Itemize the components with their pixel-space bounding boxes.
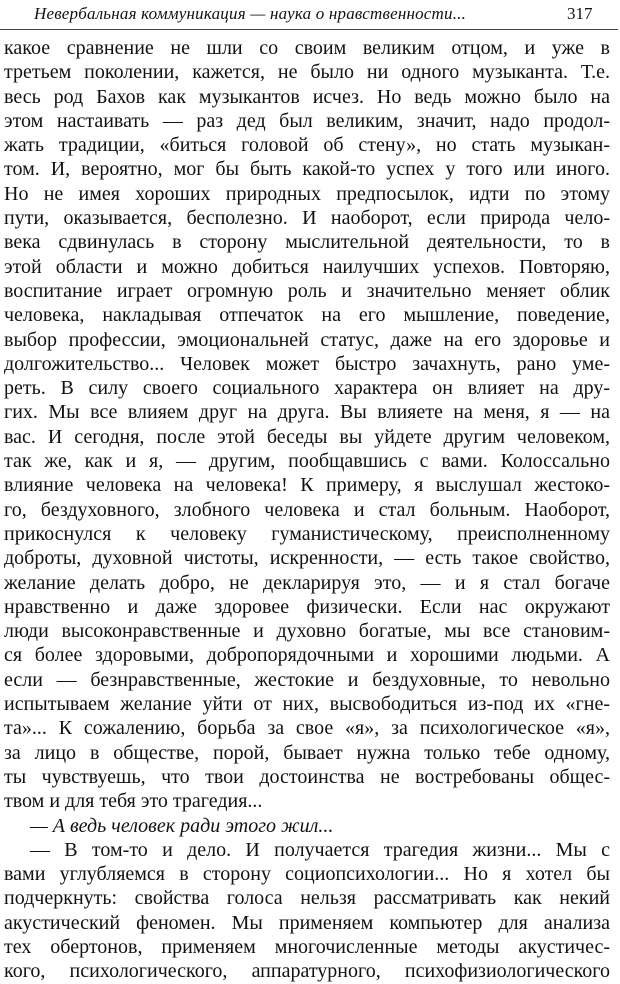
text-line: подчеркнуть: свойства голоса нельзя рассматривать как некий: [4, 887, 610, 910]
text-line: нравственно и даже здоровее физически. Если нас окружают: [4, 595, 610, 618]
text-line: тех обертонов, применяем многочисленные методы акустичес-: [4, 935, 610, 958]
text-line: ты чувствуешь, что твои достоинства не востребованы общес-: [4, 765, 610, 788]
text-line: весь род Бахов как музыкантов исчез. Но ведь можно было на: [4, 85, 610, 108]
text-line: та»... К сожалению, борьба за свое «я», за психологическое «я»,: [4, 717, 610, 740]
text-line: человека, накладывая отпечаток на его мышление, поведение,: [4, 304, 610, 327]
text-line: Но не имея хороших природных предпосылок, идти по этому: [4, 182, 610, 205]
text-line: вас. И сегодня, после этой беседы вы уйдете другим человеком,: [4, 425, 610, 448]
text-line: жать традиции, «биться головой об стену», но стать музыкан-: [4, 134, 610, 157]
text-line: прикоснулся к человеку гуманистическому, преисполненному: [4, 522, 610, 545]
running-title: Невербальная коммуникация — наука о нравственности...: [34, 4, 467, 23]
text-line: воспитание играет огромную роль и значительно меняет облик: [4, 279, 610, 302]
text-line: испытываем желание уйти от них, высвободиться из-под их «гне-: [4, 693, 610, 716]
text-line: этом настаивать — раз дед был великим, значит, надо продол-: [4, 109, 610, 132]
header-rule: [0, 29, 618, 30]
question-line: — А ведь человек ради этого жил...: [30, 814, 334, 837]
text-line: гих. Мы все влияем друг на друга. Вы влияете на меня, я — на: [4, 401, 610, 424]
text-line: доброты, духовной чистоты, искренности, — есть такое свойство,: [4, 547, 610, 570]
page-number: 317: [567, 4, 593, 23]
text-line: вами углубляемся в сторону социопсихологии... Но я хотел бы: [4, 863, 610, 886]
text-line: долгожительство... Человек может быстро зачахнуть, рано уме-: [4, 352, 610, 375]
text-line: го, бездуховного, злобного человека и стал больным. Наоборот,: [4, 498, 610, 521]
text-line: пути, оказывается, бесполезно. И наоборот, если природа чело-: [4, 207, 610, 230]
text-line: влияние человека на человека! К примеру, я выслушал жестоко-: [4, 474, 610, 497]
text-line: люди высоконравственные и духовно богатые, мы все становим-: [4, 620, 610, 643]
text-line: кого, психологического, аппаратурного, психофизиологического: [4, 960, 610, 983]
running-header: [0, 0, 620, 34]
text-line: реть. В силу своего социального характера он влияет на дру-: [4, 377, 610, 400]
text-line: века сдвинулась в сторону мыслительной деятельности, то в: [4, 231, 610, 254]
text-line: так же, как и я, — другим, пообщавшись с вами. Колоссально: [4, 450, 610, 473]
text-line: том. И, вероятно, мог бы быть какой-то успех у того или иного.: [4, 158, 610, 181]
text-line: выбор профессии, эмоциональней статус, даже на его здоровье и: [4, 328, 610, 351]
text-line: акустический феномен. Мы применяем компьютер для анализа: [4, 911, 610, 934]
text-line: если — безнравственные, жестокие и бездуховные, то невольно: [4, 668, 610, 691]
text-line: желание делать добро, не декларируя это, — и я стал богаче: [4, 571, 610, 594]
text-line: третьем поколении, кажется, не было ни одного музыканта. Т.е.: [4, 61, 610, 84]
text-line: этой области и можно добиться наилучших успехов. Повторяю,: [4, 255, 610, 278]
text-line: ся более здоровыми, добропорядочными и хорошими людьми. А: [4, 644, 610, 667]
text-line: какое сравнение не шли со своим великим отцом, и уже в: [4, 37, 610, 59]
paragraph-end-line: твом и для тебя это трагедия...: [4, 790, 263, 813]
answer-first-line: — В том-то и дело. И получается трагедия жизни... Мы с: [30, 838, 610, 861]
text-line: за лицо в обществе, порой, бывает нужна только тебе одному,: [4, 741, 610, 764]
page-body: [4, 36, 610, 984]
